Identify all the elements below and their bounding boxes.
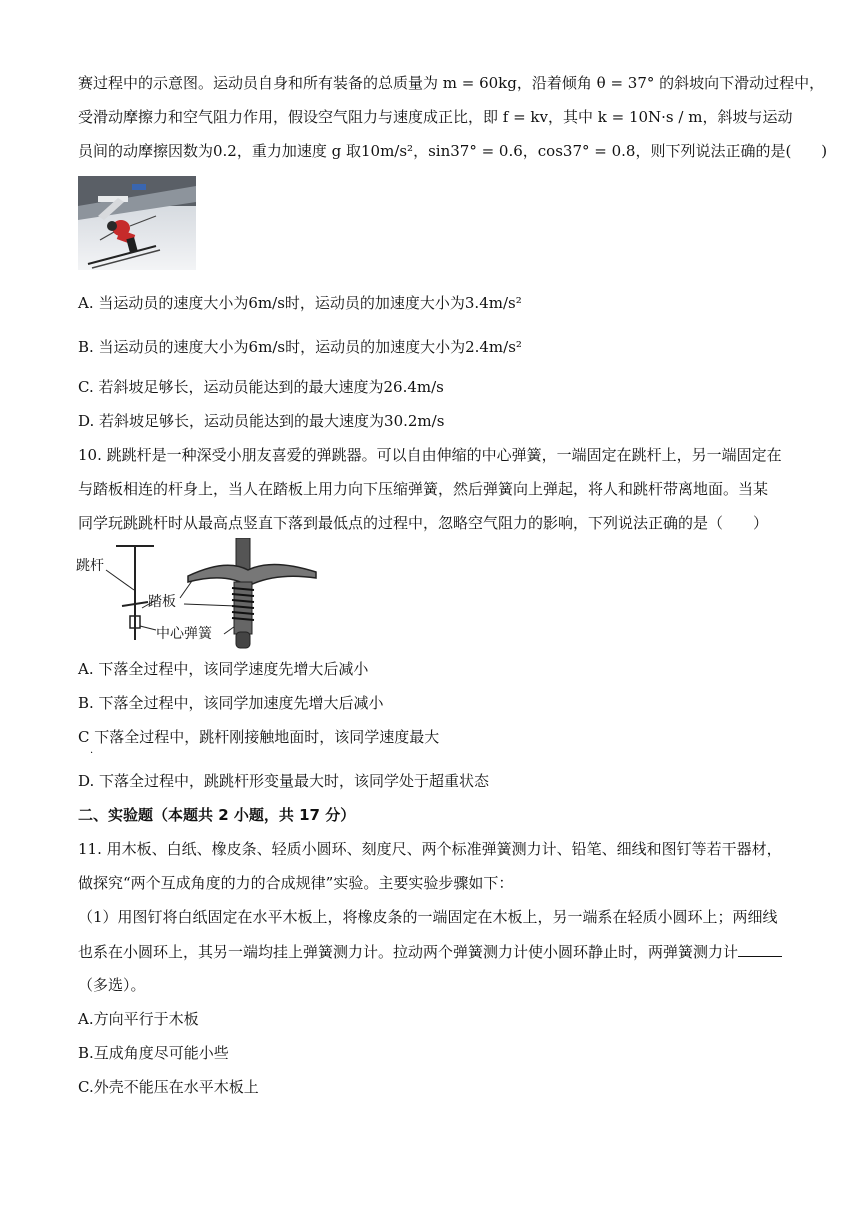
pogo-stick-figure xyxy=(76,538,326,650)
q10-option-a: A. 下落全过程中，该同学速度先增大后减小 xyxy=(78,660,369,678)
answer-blank[interactable] xyxy=(738,940,782,957)
q10-line-3: 同学玩跳跳杆时从最高点竖直下落到最低点的过程中，忽略空气阻力的影响，下列说法正确的是（ ） xyxy=(78,514,769,532)
q11-line-2: 做探究“两个互成角度的力的合成规律”实验。主要实验步骤如下： xyxy=(78,874,514,892)
q11-step1-line-2-wrap xyxy=(78,940,782,963)
q9-line-2: 受滑动摩擦力和空气阻力作用，假设空气阻力与速度成正比，即 f = kv，其中 k = 10N·s / m，斜坡与运动 xyxy=(78,108,793,126)
section-heading: 二、实验题（本题共 2 小题，共 17 分） xyxy=(78,806,356,824)
figure-label-pedal: 踏板 xyxy=(148,594,176,610)
q9-line-1: 赛过程中的示意图。运动员自身和所有装备的总质量为 m = 60kg，沿着倾角 θ = 37° 的斜坡向下滑动过程中， xyxy=(78,74,825,92)
q11-step1-line-2: 也系在小圆环上，其另一端均挂上弹簧测力计。拉动两个弹簧测力计使小圆环静止时，两弹簧测力计 xyxy=(78,943,739,961)
q11-option-c: C.外壳不能压在水平木板上 xyxy=(78,1078,259,1096)
q11-option-a: A.方向平行于木板 xyxy=(78,1010,199,1028)
figure-label-spring: 中心弹簧 xyxy=(156,626,212,642)
q10-option-c: C 下落全过程中，跳杆刚接触地面时，该同学速度最大 xyxy=(78,728,440,746)
q11-step1-line-1: （1）用图钉将白纸固定在水平木板上，将橡皮条的一端固定在木板上，另一端系在轻质小圆环上；两细线 xyxy=(78,908,778,926)
stray-dot: · xyxy=(90,748,94,759)
q10-option-b: B. 下落全过程中，该同学加速度先增大后减小 xyxy=(78,694,384,712)
q10-line-1: 10. 跳跳杆是一种深受小朋友喜爱的弹跳器。可以自由伸缩的中心弹簧，一端固定在跳杆上，另一端固定在 xyxy=(78,446,782,464)
q11-line-1: 11. 用木板、白纸、橡皮条、轻质小圆环、刻度尺、两个标准弹簧测力计、铅笔、细线和图钉等若干器材， xyxy=(78,840,782,858)
q9-option-a: A. 当运动员的速度大小为6m/s时，运动员的加速度大小为3.4m/s² xyxy=(78,294,522,312)
q9-line-3: 员间的动摩擦因数为0.2，重力加速度 g 取10m/s²，sin37° = 0.6，cos37° = 0.8，则下列说法正确的是( ) xyxy=(78,142,828,160)
q10-option-d: D. 下落全过程中，跳跳杆形变量最大时，该同学处于超重状态 xyxy=(78,772,490,790)
q11-option-b: B.互成角度尽可能小些 xyxy=(78,1044,229,1062)
q9-option-c: C. 若斜坡足够长，运动员能达到的最大速度为26.4m/s xyxy=(78,378,444,396)
figure-label-pogo: 跳杆 xyxy=(76,558,104,574)
q9-option-d: D. 若斜坡足够长，运动员能达到的最大速度为30.2m/s xyxy=(78,412,445,430)
q10-line-2: 与踏板相连的杆身上，当人在踏板上用力向下压缩弹簧，然后弹簧向上弹起，将人和跳杆带离地面。当某 xyxy=(78,480,769,498)
skier-photo xyxy=(78,176,196,270)
q9-option-b: B. 当运动员的速度大小为6m/s时，运动员的加速度大小为2.4m/s² xyxy=(78,338,522,356)
q11-step1-line-3: （多选）。 xyxy=(78,976,146,994)
